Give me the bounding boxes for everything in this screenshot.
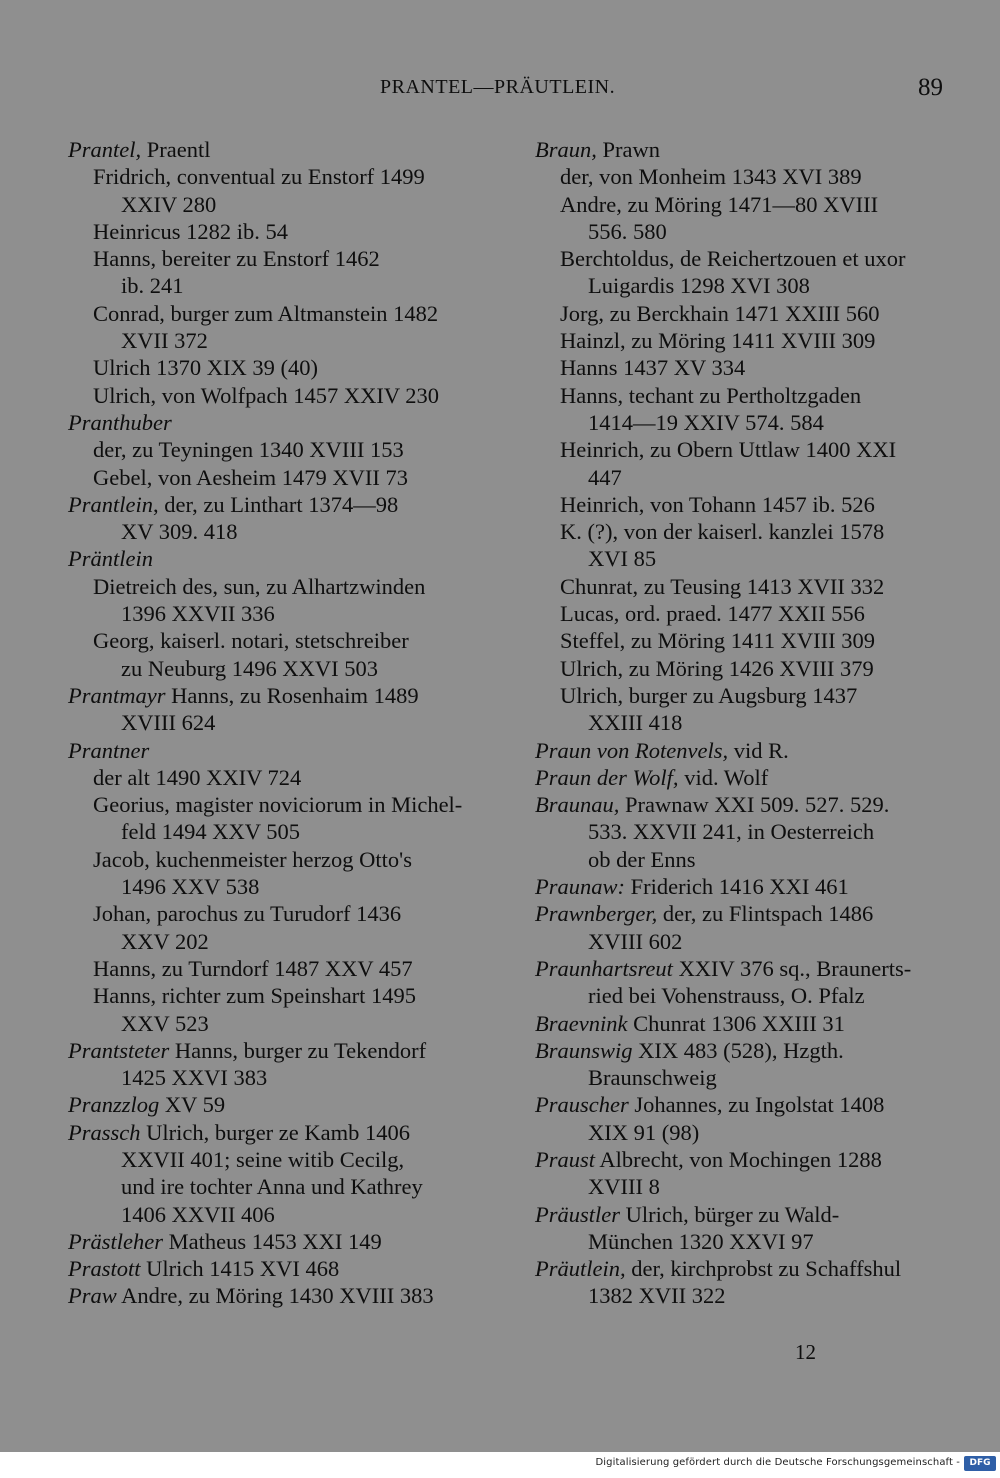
entry-line: [68, 409, 496, 436]
entry-text: XXIV 280: [121, 191, 217, 217]
entry-text: XV 309. 418: [121, 519, 238, 545]
entry-headword: Praw: [68, 1283, 117, 1309]
entry-headword: Prästleher: [68, 1228, 163, 1254]
entry-text: der, zu Teyningen 1340 XVIII 153: [93, 437, 404, 463]
entry-text: 1425 XXVI 383: [121, 1065, 268, 1091]
entry-line: [535, 1037, 960, 1064]
entry-headword: Praun von Rotenvels,: [535, 737, 729, 763]
entry-text: , der, zu Linthart 1374—98: [153, 491, 399, 517]
entry-text: Johannes, zu Ingolstat 1408: [628, 1092, 885, 1118]
index-entry: [535, 1146, 960, 1201]
left-column: [68, 136, 496, 1310]
entry-text: Luigardis 1298 XVI 308: [588, 273, 810, 299]
page-header: [0, 76, 1000, 106]
entry-line: [535, 382, 960, 409]
entry-line: [68, 1064, 496, 1091]
index-entry: [68, 545, 496, 681]
entry-line: [68, 573, 496, 600]
entry-text: XVII 372: [121, 328, 208, 354]
entry-text: Hanns 1437 XV 334: [560, 355, 746, 381]
entry-line: [535, 627, 960, 654]
entry-headword: Prantlein: [68, 491, 153, 517]
entry-text: Friderich 1416 XXI 461: [625, 874, 849, 900]
entry-line: [535, 136, 960, 163]
entry-text: XXIII 418: [588, 710, 683, 736]
entry-line: [535, 1064, 960, 1091]
entry-headword: Praust: [535, 1146, 596, 1172]
entry-headword: Braunswig: [535, 1037, 633, 1063]
entry-line: [535, 518, 960, 545]
entry-text: Jorg, zu Berckhain 1471 XXIII 560: [560, 300, 880, 326]
entry-line: [68, 245, 496, 272]
entry-line: [68, 382, 496, 409]
entry-headword: Präustler: [535, 1201, 621, 1227]
index-entry: [68, 1119, 496, 1228]
entry-line: [535, 982, 960, 1009]
entry-text: Prawn: [596, 137, 660, 162]
index-entry: [535, 791, 960, 873]
entry-line: [535, 491, 960, 518]
entry-line: [68, 846, 496, 873]
index-entry: [535, 1037, 960, 1092]
entry-text: XIX 91 (98): [588, 1119, 700, 1145]
index-entry: [535, 764, 960, 791]
entry-line: [68, 436, 496, 463]
entry-text: 556. 580: [588, 218, 667, 244]
entry-text: Albrecht, von Mochingen 1288: [595, 1146, 882, 1172]
entry-text: Hanns, richter zum Speinshart 1495: [93, 983, 417, 1009]
index-entry: [535, 1010, 960, 1037]
entry-text: Georg, kaiserl. notari, stetschreiber: [93, 628, 409, 654]
entry-text: Johan, parochus zu Turudorf 1436: [93, 901, 402, 927]
entry-text: Dietreich des, sun, zu Alhartzwinden: [93, 573, 426, 599]
entry-line: [68, 354, 496, 381]
signature-mark: 12: [795, 1340, 816, 1364]
entry-line: [535, 764, 960, 791]
entry-line: [535, 1282, 960, 1309]
entry-line: [535, 1119, 960, 1146]
entry-text: XXV 202: [121, 928, 209, 954]
entry-line: [68, 1282, 496, 1309]
entry-headword: Prastott: [68, 1256, 141, 1282]
entry-headword: Prassch: [68, 1119, 141, 1145]
entry-line: [68, 982, 496, 1009]
entry-line: [68, 1228, 496, 1255]
entry-headword: Prauscher: [535, 1092, 629, 1118]
entry-text: 447: [588, 464, 622, 490]
entry-text: Hanns, bereiter zu Enstorf 1462: [93, 246, 380, 272]
entry-headword: Praunhartsreut: [535, 955, 673, 981]
entry-text: der, von Monheim 1343 XVI 389: [560, 164, 862, 190]
entry-text: feld 1494 XXV 505: [121, 819, 300, 845]
entry-text: Conrad, burger zum Altmanstein 1482: [93, 300, 439, 326]
entry-line: [535, 655, 960, 682]
index-entry: [68, 1091, 496, 1118]
entry-text: vid R.: [728, 737, 789, 763]
entry-text: 1406 XXVII 406: [121, 1201, 275, 1227]
entry-text: 533. XXVII 241, in Oesterreich: [588, 819, 875, 845]
index-entry: [68, 1037, 496, 1092]
entry-text: Ulrich, burger ze Kamb 1406: [140, 1119, 411, 1145]
entry-text: Berchtoldus, de Reichertzouen et uxor: [560, 246, 906, 272]
index-entry: [68, 1282, 496, 1309]
entry-line: [535, 545, 960, 572]
index-entry: [68, 136, 496, 409]
entry-line: [68, 218, 496, 245]
entry-headword: Präntlein: [68, 546, 153, 572]
entry-text: und ire tochter Anna und Kathrey: [121, 1174, 423, 1200]
index-entry: [535, 136, 960, 737]
entry-headword: Praun der Wolf,: [535, 764, 679, 790]
entry-line: [68, 1091, 496, 1118]
index-entry: [68, 1255, 496, 1282]
entry-text: Hanns, burger zu Tekendorf: [169, 1037, 427, 1063]
entry-line: [535, 1255, 960, 1282]
entry-text: Ulrich, burger zu Augsburg 1437: [560, 682, 858, 708]
entry-text: 1414—19 XXIV 574. 584: [588, 409, 824, 435]
entry-text: Braunschweig: [588, 1065, 717, 1091]
entry-text: XVI 85: [588, 546, 657, 572]
entry-headword: Prawnberger,: [535, 901, 658, 927]
entry-line: [68, 791, 496, 818]
entry-headword: Braunau,: [535, 792, 620, 818]
entry-text: ib. 241: [121, 273, 184, 299]
entry-text: der alt 1490 XXIV 724: [93, 764, 302, 790]
entry-line: [68, 327, 496, 354]
entry-text: Hanns, zu Rosenhaim 1489: [165, 682, 419, 708]
entry-line: [535, 245, 960, 272]
entry-line: [68, 300, 496, 327]
entry-headword: Prantel,: [68, 137, 142, 162]
entry-line: [68, 627, 496, 654]
entry-headword: Braevnink: [535, 1010, 628, 1036]
entry-line: [535, 218, 960, 245]
entry-line: [68, 545, 496, 572]
entry-text: zu Neuburg 1496 XXVI 503: [121, 655, 379, 681]
entry-line: [535, 573, 960, 600]
entry-text: XXV 523: [121, 1010, 209, 1036]
entry-text: der, zu Flintspach 1486: [657, 901, 874, 927]
entry-line: [68, 1119, 496, 1146]
entry-line: [535, 1173, 960, 1200]
entry-line: [535, 600, 960, 627]
entry-text: Georius, magister noviciorum in Michel-: [93, 792, 463, 818]
entry-text: Fridrich, conventual zu Enstorf 1499: [93, 164, 425, 190]
entry-text: München 1320 XXVI 97: [588, 1228, 814, 1254]
entry-line: [535, 300, 960, 327]
entry-line: [68, 272, 496, 299]
entry-line: [68, 928, 496, 955]
entry-text: Gebel, von Aesheim 1479 XVII 73: [93, 464, 408, 490]
entry-text: XVIII 602: [588, 928, 683, 954]
entry-text: Hainzl, zu Möring 1411 XVIII 309: [560, 328, 876, 354]
index-entry: [535, 1201, 960, 1256]
entry-line: [535, 163, 960, 190]
entry-line: [68, 955, 496, 982]
entry-text: Ulrich 1415 XVI 468: [140, 1256, 340, 1282]
entry-text: XXIV 376 sq., Braunerts-: [672, 955, 912, 981]
entry-line: [535, 436, 960, 463]
entry-text: 1496 XXV 538: [121, 874, 260, 900]
dfg-logo: DFG: [964, 1456, 996, 1471]
entry-text: Heinrich, zu Obern Uttlaw 1400 XXI: [560, 437, 897, 463]
entry-text: XVIII 8: [588, 1174, 660, 1200]
entry-line: [535, 737, 960, 764]
entry-line: [68, 1173, 496, 1200]
entry-line: [68, 1146, 496, 1173]
entry-line: [68, 655, 496, 682]
entry-line: [535, 464, 960, 491]
page-number: 89: [918, 74, 943, 101]
entry-text: Lucas, ord. praed. 1477 XXII 556: [560, 601, 865, 627]
entry-line: [535, 1228, 960, 1255]
entry-line: [68, 464, 496, 491]
entry-text: ried bei Vohenstrauss, O. Pfalz: [588, 983, 865, 1009]
index-entry: [68, 1228, 496, 1255]
entry-text: Chunrat 1306 XXIII 31: [627, 1010, 845, 1036]
entry-text: der, kirchprobst zu Schaffshul: [625, 1256, 902, 1282]
entry-line: [68, 873, 496, 900]
entry-headword: Prantner: [68, 737, 150, 763]
entry-text: Hanns, techant zu Pertholtzgaden: [560, 382, 862, 408]
entry-line: [535, 272, 960, 299]
running-title: PRANTEL—PRÄUTLEIN.: [380, 76, 616, 98]
entry-line: [68, 491, 496, 518]
entry-headword: Prantmayr: [68, 682, 166, 708]
footer-credit: Digitalisierung gefördert durch die Deutsche Forschungsgemeinschaft -: [595, 1457, 960, 1468]
entry-line: [535, 682, 960, 709]
entry-text: Heinrich, von Tohann 1457 ib. 526: [560, 491, 875, 517]
entry-text: ob der Enns: [588, 846, 696, 872]
entry-headword: Pranzzlog: [68, 1092, 160, 1118]
entry-line: [535, 327, 960, 354]
index-entry: [68, 737, 496, 1037]
entry-text: Praentl: [141, 137, 211, 162]
entry-line: [68, 818, 496, 845]
entry-text: K. (?), von der kaiserl. kanzlei 1578: [560, 519, 885, 545]
entry-text: Andre, zu Möring 1471—80 XVIII: [560, 191, 879, 217]
footer-bar: [0, 1452, 1000, 1478]
index-entry: [68, 491, 496, 546]
entry-line: [535, 1010, 960, 1037]
entry-text: Jacob, kuchenmeister herzog Otto's: [93, 846, 412, 872]
index-entry: [68, 682, 496, 737]
entry-headword: Prantsteter: [68, 1037, 170, 1063]
entry-text: XIX 483 (528), Hzgth.: [632, 1037, 844, 1063]
entry-headword: Braun,: [535, 137, 597, 162]
entry-line: [68, 1010, 496, 1037]
right-column: [535, 136, 960, 1310]
entry-line: [68, 900, 496, 927]
entry-line: [68, 1037, 496, 1064]
index-entry: [535, 737, 960, 764]
entry-text: Andre, zu Möring 1430 XVIII 383: [116, 1283, 434, 1309]
entry-line: [535, 900, 960, 927]
index-entry: [535, 1091, 960, 1146]
entry-text: Hanns, zu Turndorf 1487 XXV 457: [93, 955, 413, 981]
entry-text: Ulrich, bürger zu Wald-: [620, 1201, 840, 1227]
entry-text: XV 59: [159, 1092, 226, 1118]
entry-text: Ulrich 1370 XIX 39 (40): [93, 355, 318, 381]
entry-text: Ulrich, von Wolfpach 1457 XXIV 230: [93, 382, 440, 408]
entry-text: XVIII 624: [121, 710, 216, 736]
entry-line: [68, 709, 496, 736]
entry-text: Chunrat, zu Teusing 1413 XVII 332: [560, 573, 885, 599]
entry-line: [68, 518, 496, 545]
entry-line: [68, 764, 496, 791]
entry-text: vid. Wolf: [678, 764, 769, 790]
entry-line: [535, 709, 960, 736]
entry-text: 1382 XVII 322: [588, 1283, 726, 1309]
entry-text: Steffel, zu Möring 1411 XVIII 309: [560, 628, 875, 654]
entry-text: Prawnaw XXI 509. 527. 529.: [619, 792, 890, 818]
index-entry: [535, 873, 960, 900]
entry-line: [68, 1255, 496, 1282]
entry-headword: Pranthuber: [68, 409, 172, 435]
entry-line: [68, 600, 496, 627]
entry-line: [535, 873, 960, 900]
entry-line: [535, 354, 960, 381]
entry-line: [535, 409, 960, 436]
entry-line: [535, 791, 960, 818]
entry-text: Heinricus 1282 ib. 54: [93, 218, 288, 244]
entry-line: [535, 1201, 960, 1228]
entry-line: [68, 1201, 496, 1228]
index-entry: [535, 1255, 960, 1310]
index-entry: [535, 900, 960, 955]
index-entry: [535, 955, 960, 1010]
entry-line: [535, 846, 960, 873]
entry-line: [535, 1146, 960, 1173]
entry-text: XXVII 401; seine witib Cecilg,: [121, 1146, 405, 1172]
entry-line: [68, 136, 496, 163]
entry-headword: Präutlein,: [535, 1256, 626, 1282]
entry-line: [535, 191, 960, 218]
index-entry: [68, 409, 496, 491]
entry-line: [68, 737, 496, 764]
entry-line: [68, 682, 496, 709]
entry-line: [68, 191, 496, 218]
entry-text: 1396 XXVII 336: [121, 601, 275, 627]
entry-line: [535, 928, 960, 955]
entry-text: Matheus 1453 XXI 149: [163, 1228, 382, 1254]
entry-line: [535, 818, 960, 845]
entry-line: [535, 1091, 960, 1118]
entry-text: Ulrich, zu Möring 1426 XVIII 379: [560, 655, 874, 681]
entry-line: [535, 955, 960, 982]
entry-headword: Praunaw:: [535, 874, 625, 900]
entry-line: [68, 163, 496, 190]
